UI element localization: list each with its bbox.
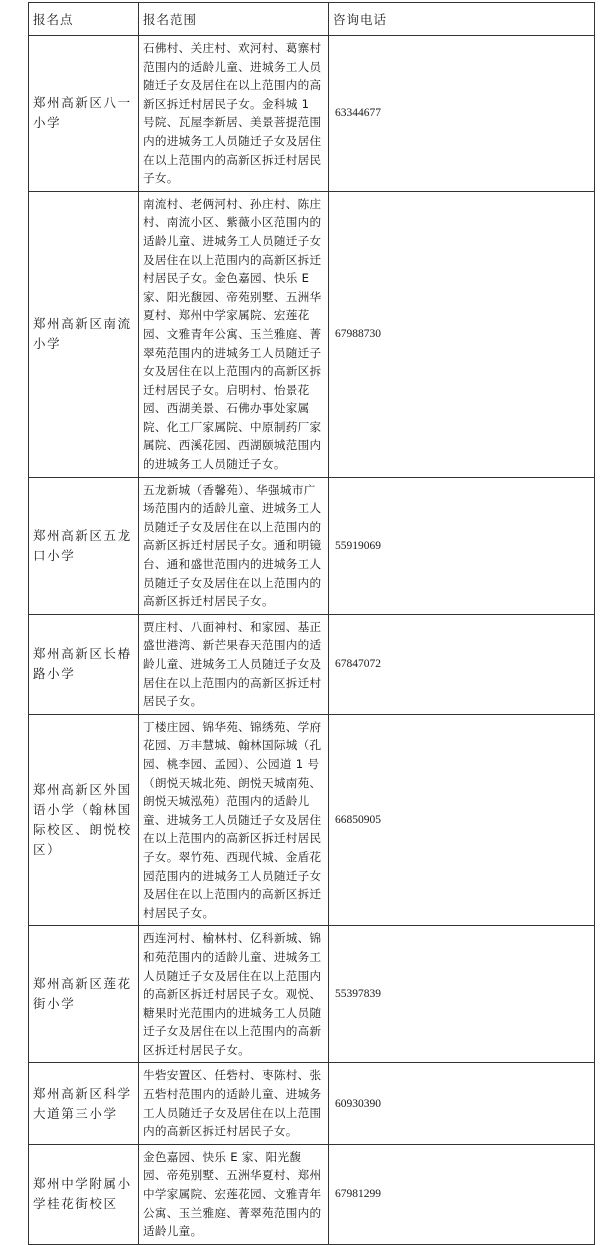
school-name: 郑州高新区五龙口小学 <box>29 477 139 614</box>
phone-number: 67988730 <box>329 191 595 477</box>
school-name: 郑州高新区八一小学 <box>29 36 139 192</box>
header-enrollment-point: 报名点 <box>29 3 139 36</box>
enrollment-table <box>28 2 595 1245</box>
phone-number: 55397839 <box>329 926 595 1063</box>
school-name: 郑州高新区莲花街小学 <box>29 926 139 1063</box>
phone-number: 67847072 <box>329 614 595 714</box>
table-row <box>29 926 595 1063</box>
school-name: 郑州高新区外国语小学（翰林国际校区、朗悦校区） <box>29 714 139 926</box>
school-name: 郑州中学附属小学桂花街校区 <box>29 1144 139 1244</box>
phone-number: 66850905 <box>329 714 595 926</box>
header-row <box>29 3 595 36</box>
table-row <box>29 477 595 614</box>
table-row <box>29 1063 595 1144</box>
enrollment-scope: 牛砦安置区、任砦村、枣陈村、张五砦村范围内的适龄儿童、进城务工人员随迁子女及居住在以上范围内的高新区拆迁村居民子女。 <box>139 1063 329 1144</box>
school-name: 郑州高新区长椿路小学 <box>29 614 139 714</box>
table-row <box>29 714 595 926</box>
enrollment-scope: 五龙新城（香馨苑）、华强城市广场范围内的适龄儿童、进城务工人员随迁子女及居住在以上范围内的高新区拆迁村居民子女。通和明镜台、通和盛世范围内的进城务工人员随迁子女及居住在以上范围内的高新区拆迁村居民子女。 <box>139 477 329 614</box>
header-enrollment-scope: 报名范围 <box>139 3 329 36</box>
table-row <box>29 36 595 192</box>
enrollment-scope: 西连河村、榆林村、亿科新城、锦和苑范围内的适龄儿童、进城务工人员随迁子女及居住在以上范围内的高新区拆迁村居民子女。观悦、糖果时光范围内的进城务工人员随迁子女及居住在以上范围内的高新区拆迁村居民子女。 <box>139 926 329 1063</box>
phone-number: 55919069 <box>329 477 595 614</box>
table-row <box>29 191 595 477</box>
enrollment-scope: 石佛村、关庄村、欢河村、葛寨村范围内的适龄儿童、进城务工人员随迁子女及居住在以上范围内的高新区拆迁村居民子女。金科城 1 号院、瓦屋李新居、美景菩提范围内的进城务工人员随迁子女及居住在以上范围内的高新区拆迁村居民子女。 <box>139 36 329 192</box>
table-row <box>29 614 595 714</box>
school-name: 郑州高新区科学大道第三小学 <box>29 1063 139 1144</box>
enrollment-scope: 金色嘉园、快乐 E 家、阳光馥园、帝苑别墅、五洲华夏村、郑州中学家属院、宏莲花园、文雅青年公寓、玉兰雅庭、菁翠苑范围内的适龄儿童。 <box>139 1144 329 1244</box>
phone-number: 67981299 <box>329 1144 595 1244</box>
school-name: 郑州高新区南流小学 <box>29 191 139 477</box>
enrollment-scope: 南流村、老俩河村、孙庄村、陈庄村、南流小区、紫薇小区范围内的适龄儿童、进城务工人员随迁子女及居住在以上范围内的高新区拆迁村居民子女。金色嘉园、快乐 E 家、阳光馥园、帝苑别墅、五洲华夏村、郑州中学家属院、宏莲花园、文雅青年公寓、玉兰雅庭、菁翠苑范围内的进城务工人员随迁子女及居住在以上范围内的高新区拆迁村居民子女。启明村、怡景花园、西湖美景、石佛办事处家属院、化工厂家属院、中原制药厂家属院、西溪花园、西湖颐城范围内的进城务工人员随迁子女。 <box>139 191 329 477</box>
table-row <box>29 1144 595 1244</box>
phone-number: 63344677 <box>329 36 595 192</box>
header-phone: 咨询电话 <box>329 3 595 36</box>
phone-number: 60930390 <box>329 1063 595 1144</box>
enrollment-scope: 贾庄村、八面神村、和家园、基正盛世港湾、新芒果春天范围内的适龄儿童、进城务工人员随迁子女及居住在以上范围内的高新区拆迁村居民子女。 <box>139 614 329 714</box>
enrollment-scope: 丁楼庄园、锦华苑、锦绣苑、学府花园、万丰慧城、翰林国际城（孔园、桃李园、孟园）、公园道 1 号（朗悦天城北苑、朗悦天城南苑、朗悦天城泓苑）范围内的适龄儿童、进城务工人员随迁子女及居住在以上范围内的高新区拆迁村居民子女。翠竹苑、西现代城、金盾花园范围内的进城务工人员随迁子女及居住在以上范围内的高新区拆迁村居民子女。 <box>139 714 329 926</box>
